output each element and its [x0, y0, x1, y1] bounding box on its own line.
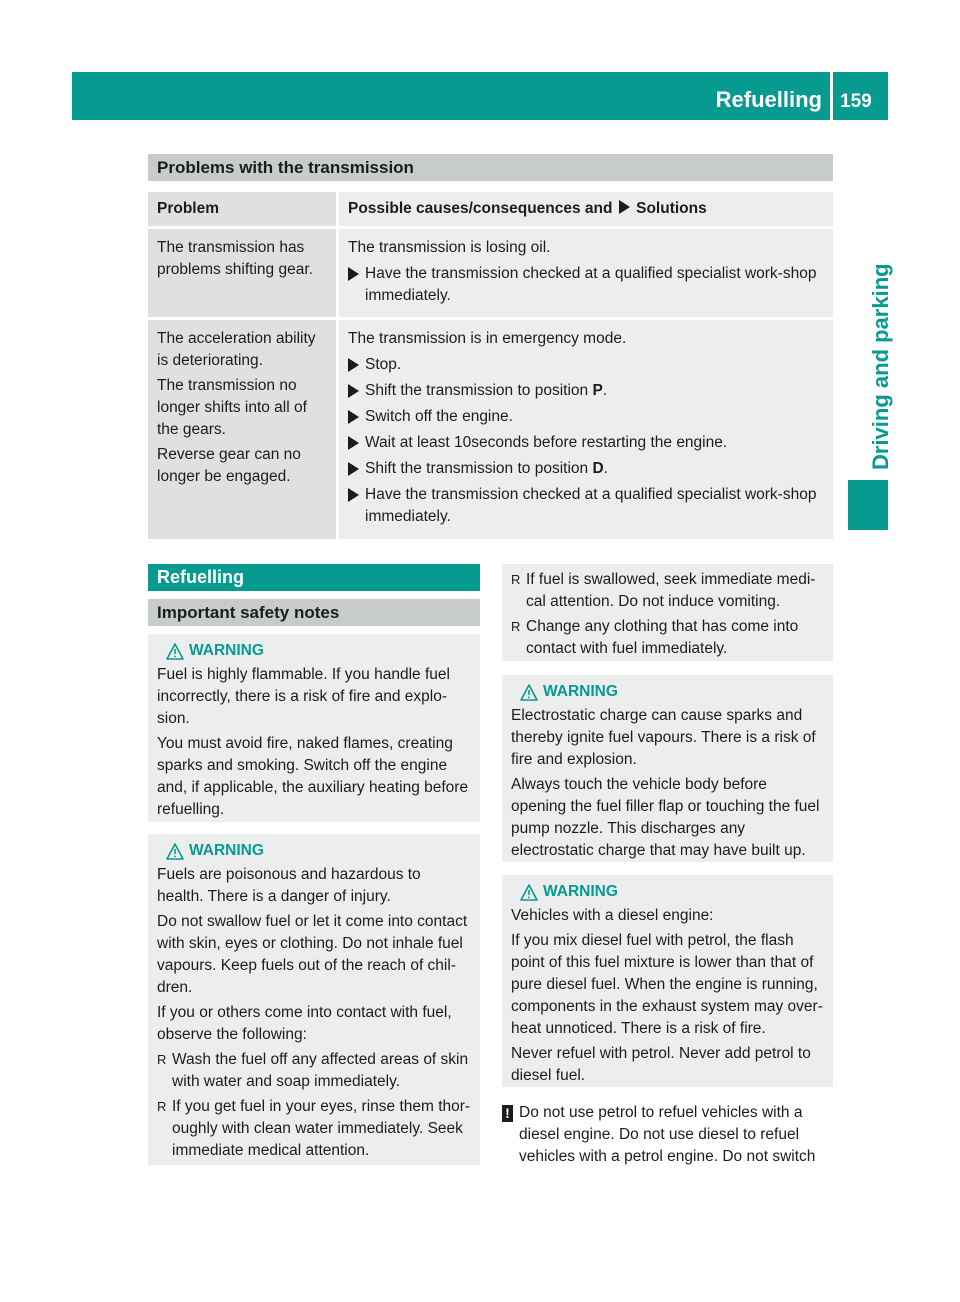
- refuelling-section-title: [148, 564, 480, 591]
- table-row: [148, 229, 833, 317]
- solution-step: [348, 380, 824, 402]
- warning-text: Always touch the vehicle body before opening the fuel filler flap or touching the fuel pump nozzle. This discharges any electrostatic charge that may have built up.: [511, 776, 820, 859]
- causes-cell: [336, 229, 833, 317]
- refuelling-title-text: Refuelling: [157, 567, 245, 587]
- problem-cell: [148, 229, 336, 317]
- causes-cell: [336, 320, 833, 539]
- problem-text: The acceleration ability is deteriorating.: [157, 330, 316, 369]
- warning-triangle-icon: [520, 884, 538, 901]
- header-separator: [830, 72, 833, 120]
- warning-text: Never refuel with petrol. Never add petrol to diesel fuel.: [511, 1045, 811, 1084]
- problem-text: Reverse gear can no longer be engaged.: [157, 446, 301, 485]
- transmission-title-text: Problems with the transmission: [157, 158, 414, 177]
- cause-text: The transmission is in emergency mode.: [348, 330, 627, 347]
- bullet-icon: R: [157, 1052, 167, 1067]
- table-header-row: [148, 192, 833, 226]
- warning-text: Vehicles with a diesel engine:: [511, 907, 714, 924]
- warning-text: Fuel is highly flammable. If you handle fuel incorrectly, there is a risk of fire and explo-sion.: [157, 666, 450, 727]
- warning-box-flammable: [148, 634, 480, 822]
- solution-step: [348, 432, 824, 454]
- warning-heading: [511, 881, 824, 903]
- note-paragraph: [502, 1102, 833, 1168]
- warning-text: Do not swallow fuel or let it come into contact with skin, eyes or clothing. Do not inhale fuel vapours. Keep fuels out of the reach of chil-dren.: [157, 913, 468, 996]
- warning-text: If you or others come into contact with fuel, observe the following:: [157, 1004, 452, 1043]
- solution-step: [348, 263, 824, 307]
- warning-triangle-icon: [166, 643, 184, 660]
- list-item: [511, 616, 824, 660]
- warning-text: If you mix diesel fuel with petrol, the flash point of this fuel mixture is lower than that of pure diesel fuel. When the engine is running, components in the exhaust system may over-heat unnoticed. There is a risk of fire.: [511, 932, 823, 1037]
- cause-text: The transmission is losing oil.: [348, 239, 551, 256]
- warning-box-diesel: [502, 875, 833, 1087]
- warning-triangle-icon: [520, 684, 538, 701]
- problem-text: The transmission no longer shifts into all of the gears.: [157, 377, 307, 438]
- chapter-tab: [848, 130, 893, 470]
- list-item-text: If you get fuel in your eyes, rinse them thor-oughly with clean water immediately. Seek immediate medical attention.: [172, 1098, 471, 1159]
- list-item: [157, 1049, 471, 1093]
- bullet-icon: R: [511, 572, 521, 587]
- problem-text: The transmission has problems shifting gear.: [157, 239, 313, 278]
- arrow-icon: [348, 462, 359, 476]
- list-item-text: If fuel is swallowed, seek immediate medi-cal attention. Do not induce vomiting.: [526, 571, 816, 610]
- list-item-text: Change any clothing that has come into contact with fuel immediately.: [526, 618, 799, 657]
- header-solutions-text: Solutions: [636, 200, 707, 217]
- solution-step-text: Switch off the engine.: [365, 408, 513, 425]
- warning-heading: [511, 681, 824, 703]
- note-text: Do not use petrol to refuel vehicles with a diesel engine. Do not use diesel to refuel vehicles with a petrol engine. Do not switch: [519, 1104, 816, 1165]
- solution-step-text: Wait at least 10seconds before restarting the engine.: [365, 434, 728, 451]
- solution-step-text: Have the transmission checked at a qualified specialist work-shop immediately.: [365, 486, 817, 525]
- problem-cell: [148, 320, 336, 539]
- transmission-section-title: [148, 154, 833, 181]
- solution-step: [348, 484, 824, 528]
- warning-text: You must avoid fire, naked flames, creating sparks and smoking. Switch off the engine and, if applicable, the auxiliary heating before refuelling.: [157, 735, 469, 818]
- warning-label: WARNING: [189, 842, 264, 859]
- warning-heading: [157, 640, 471, 662]
- list-item: [511, 569, 824, 613]
- warning-box-electrostatic: [502, 675, 833, 862]
- header-causes-text: Possible causes/consequences and: [348, 200, 613, 217]
- solution-step-text: Stop.: [365, 356, 402, 373]
- arrow-icon: [348, 384, 359, 398]
- transmission-table: [148, 189, 833, 542]
- list-item-text: Wash the fuel off any affected areas of skin with water and soap immediately.: [172, 1051, 469, 1090]
- arrow-icon: [348, 410, 359, 424]
- arrow-icon: [348, 267, 359, 281]
- warning-triangle-icon: [166, 843, 184, 860]
- header-title: Refuelling: [715, 87, 822, 112]
- page-number: 159: [840, 91, 872, 112]
- page-header: [72, 72, 888, 120]
- solution-step: [348, 354, 824, 376]
- warning-text: Electrostatic charge can cause sparks and thereby ignite fuel vapours. There is a risk of fire and explosion.: [511, 707, 816, 768]
- exclamation-icon: !: [502, 1105, 513, 1122]
- list-item: [157, 1096, 471, 1162]
- header-causes: [336, 192, 833, 226]
- table-row: [148, 320, 833, 539]
- bullet-icon: R: [157, 1099, 167, 1114]
- solution-step-text: Shift the transmission to position P.: [365, 382, 608, 399]
- arrow-icon: [348, 436, 359, 450]
- warning-text: Fuels are poisonous and hazardous to health. There is a danger of injury.: [157, 866, 421, 905]
- arrow-icon: [619, 200, 630, 214]
- warning-box-poisonous: [148, 834, 480, 1165]
- chapter-tab-marker: [848, 480, 888, 530]
- header-problem: Problem: [148, 192, 336, 226]
- solution-step: [348, 458, 824, 480]
- warning-label: WARNING: [189, 642, 264, 659]
- warning-box-poisonous-continued: [502, 564, 833, 661]
- bullet-icon: R: [511, 619, 521, 634]
- arrow-icon: [348, 488, 359, 502]
- warning-heading: [157, 840, 471, 862]
- safety-notes-text: Important safety notes: [157, 603, 340, 622]
- solution-step-text: Have the transmission checked at a qualified specialist work-shop immediately.: [365, 265, 817, 304]
- solution-step: [348, 406, 824, 428]
- solution-step-text: Shift the transmission to position D.: [365, 460, 608, 477]
- warning-label: WARNING: [543, 683, 618, 700]
- safety-notes-title: [148, 599, 480, 626]
- chapter-tab-label: Driving and parking: [868, 263, 893, 470]
- arrow-icon: [348, 358, 359, 372]
- warning-label: WARNING: [543, 883, 618, 900]
